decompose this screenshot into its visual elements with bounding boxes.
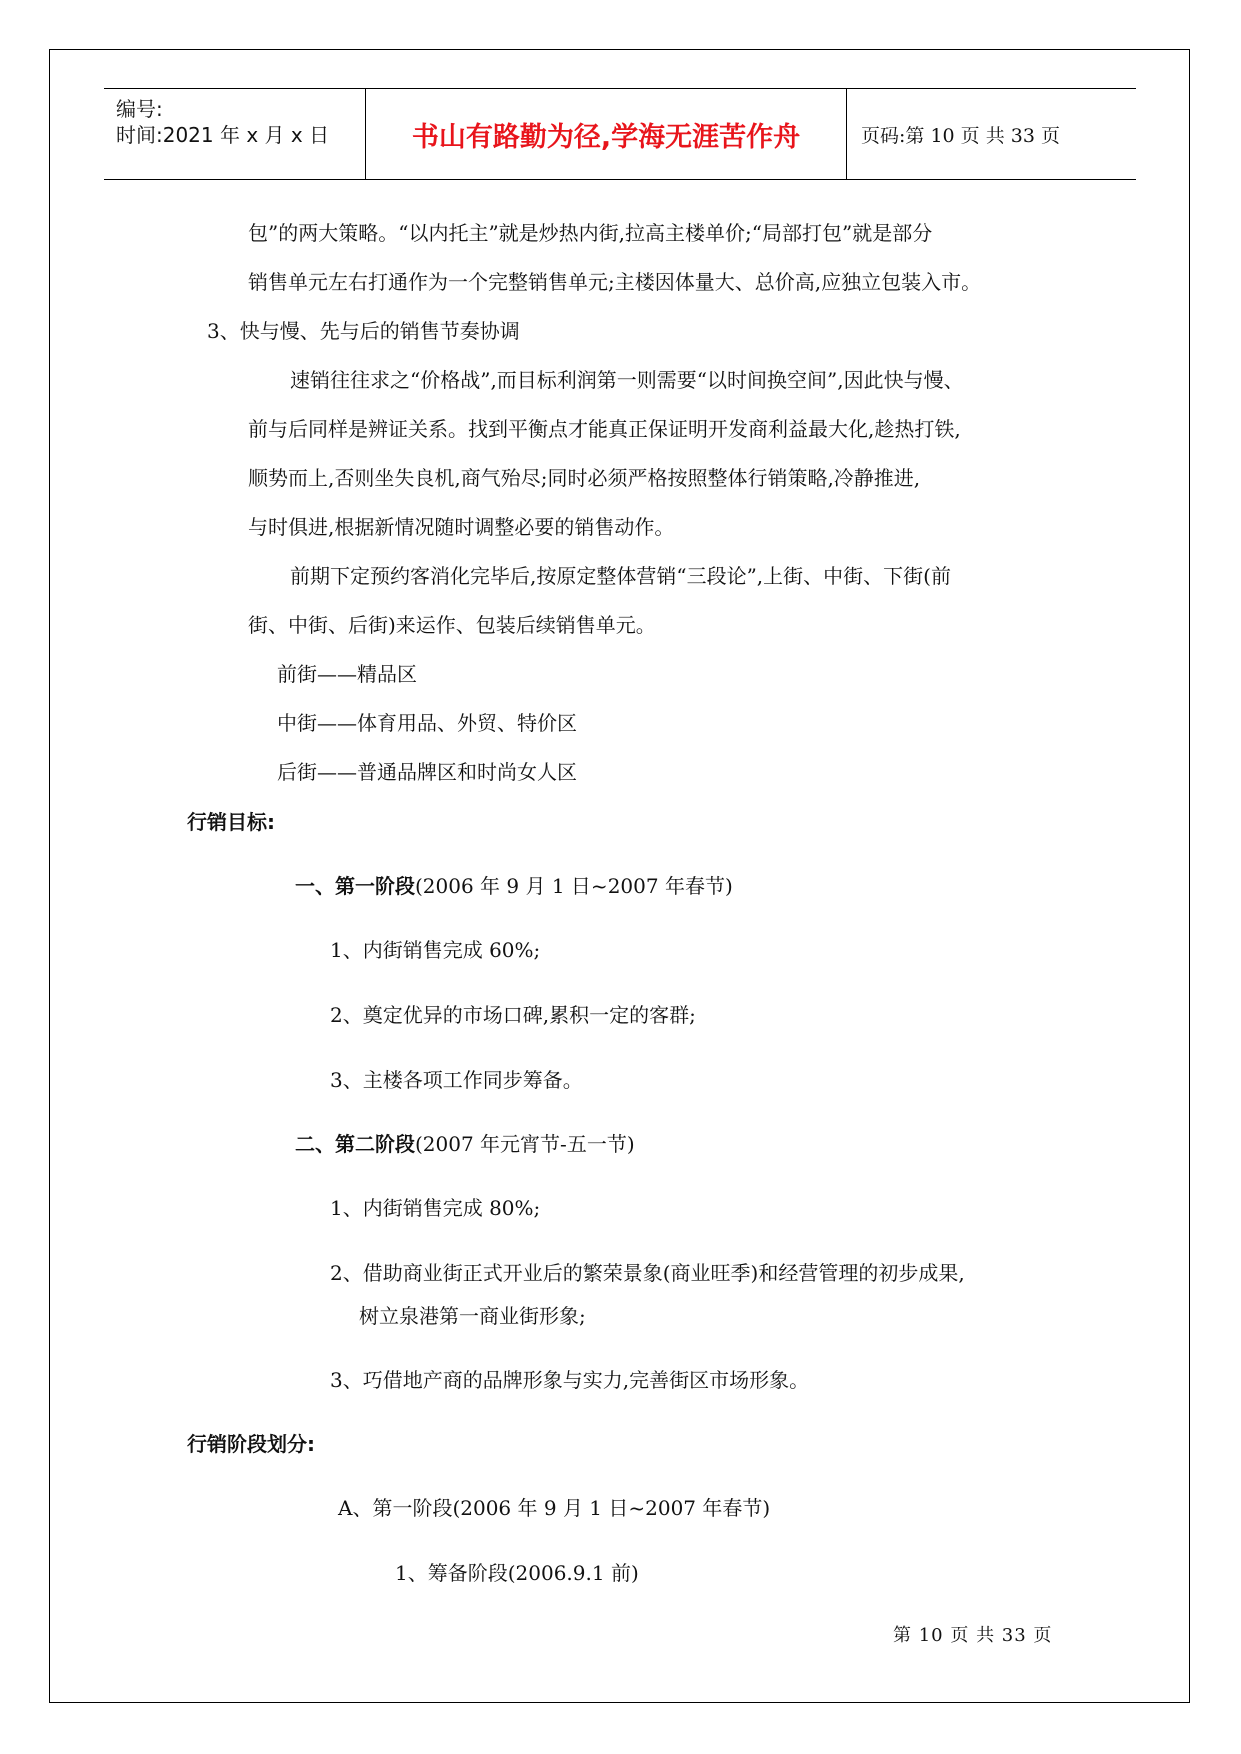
- phase-one-heading: [295, 876, 733, 896]
- header-motto: 书山有路勤为径,学海无涯苦作舟: [411, 121, 801, 153]
- phase-two-heading: [295, 1134, 635, 1154]
- paragraph-line: 速销往往求之“价格战”,而目标利润第一则需要“以时间换空间”,因此快与慢、: [290, 368, 964, 392]
- header-info-cell: [104, 89, 366, 179]
- target-item: 2、借助商业街正式开业后的繁荣景象(商业旺季)和经营管理的初步成果,: [330, 1261, 965, 1285]
- target-item: 1、内街销售完成 60%;: [330, 938, 541, 962]
- paragraph-line: 与时俱进,根据新情况随时调整必要的销售动作。: [248, 515, 675, 539]
- document-date: 时间:2021 年 x 月 x 日: [116, 123, 330, 147]
- header-page-cell: [847, 89, 1136, 179]
- division-sub-item: 1、筹备阶段(2006.9.1 前): [395, 1561, 639, 1585]
- paragraph-line: 销售单元左右打通作为一个完整销售单元;主楼因体量大、总价高,应独立包装入市。: [248, 270, 982, 294]
- target-item: 1、内街销售完成 80%;: [330, 1196, 541, 1220]
- document-number-label: 编号:: [116, 97, 163, 121]
- sales-phase-division-heading: 行销阶段划分:: [187, 1432, 315, 1456]
- header-page-number: 页码:第 10 页 共 33 页: [861, 124, 1060, 147]
- phase-one-date: (2006 年 9 月 1 日~2007 年春节): [415, 874, 733, 898]
- paragraph-line: 包”的两大策略。“以内托主”就是炒热内街,拉高主楼单价;“局部打包”就是部分: [248, 221, 933, 245]
- page-header: [104, 88, 1136, 180]
- target-item-continuation: 树立泉港第一商业街形象;: [359, 1304, 586, 1328]
- page-footer-number: 第 10 页 共 33 页: [893, 1625, 1053, 1646]
- paragraph-line: 前与后同样是辨证关系。找到平衡点才能真正保证明开发商利益最大化,趁热打铁,: [248, 417, 961, 441]
- street-zone-item: 后街——普通品牌区和时尚女人区: [277, 760, 577, 784]
- header-motto-cell: [366, 89, 847, 179]
- paragraph-line: 街、中街、后街)来运作、包装后续销售单元。: [248, 613, 656, 637]
- section-heading: 3、快与慢、先与后的销售节奏协调: [207, 319, 520, 343]
- target-item: 3、巧借地产商的品牌形象与实力,完善街区市场形象。: [330, 1368, 810, 1392]
- street-zone-item: 中街——体育用品、外贸、特价区: [277, 711, 577, 735]
- sales-target-heading: 行销目标:: [187, 810, 275, 834]
- paragraph-line: 顺势而上,否则坐失良机,商气殆尽;同时必须严格按照整体行销策略,冷静推进,: [248, 466, 921, 490]
- paragraph-line: 前期下定预约客消化完毕后,按原定整体营销“三段论”,上街、中街、下街(前: [290, 564, 951, 588]
- division-phase-a: A、第一阶段(2006 年 9 月 1 日~2007 年春节): [338, 1496, 771, 1520]
- phase-two-date: (2007 年元宵节-五一节): [415, 1132, 635, 1156]
- target-item: 2、奠定优异的市场口碑,累积一定的客群;: [330, 1003, 696, 1027]
- phase-two-title: 二、第二阶段: [295, 1132, 415, 1156]
- target-item: 3、主楼各项工作同步筹备。: [330, 1068, 583, 1092]
- phase-one-title: 一、第一阶段: [295, 874, 415, 898]
- street-zone-item: 前街——精品区: [277, 662, 417, 686]
